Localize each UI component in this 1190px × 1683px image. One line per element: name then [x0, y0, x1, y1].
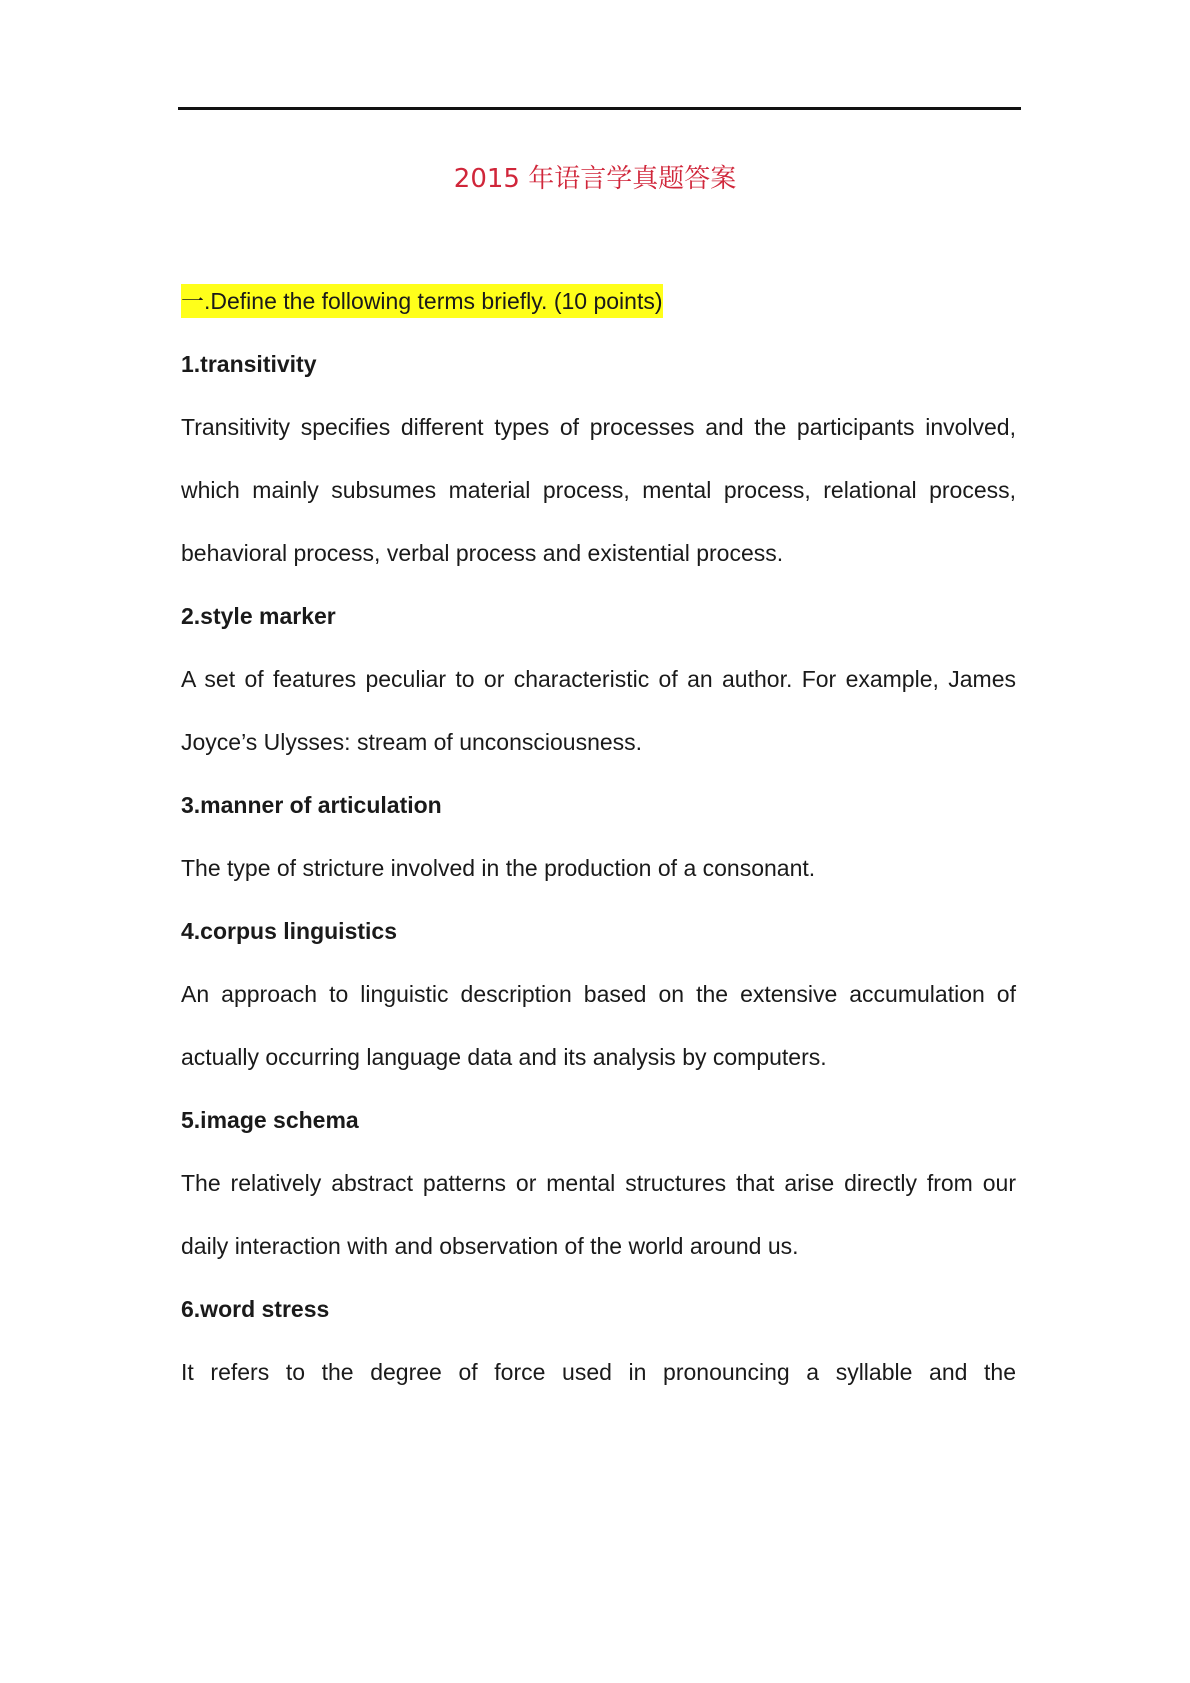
- term-heading: 6.word stress: [181, 1296, 330, 1322]
- term-definition: It refers to the degree of force used in pronouncing a syllable and the: [181, 1359, 1016, 1385]
- term-definition: The type of stricture involved in the production of a consonant.: [181, 855, 816, 881]
- term-definition: A set of features peculiar to or characteristic of an author. For example, James Joyce’s Ulysses: stream of unconsciousness.: [181, 666, 1016, 755]
- page-title: 2015 年语言学真题答案: [453, 164, 737, 194]
- term-heading: 3.manner of articulation: [181, 792, 442, 818]
- term-heading: 2.style marker: [181, 603, 336, 629]
- term-heading: 1.transitivity: [181, 351, 317, 377]
- term-definition: An approach to linguistic description based on the extensive accumulation of actually occurring language data and its analysis by computers.: [181, 981, 1016, 1070]
- term-heading: 4.corpus linguistics: [181, 918, 397, 944]
- term-heading: 5.image schema: [181, 1107, 359, 1133]
- document-body: [181, 270, 1016, 1404]
- term-definition: Transitivity specifies different types of processes and the participants involved, which mainly subsumes material process, mental process, relational process, behavioral process, verbal process and existential process.: [181, 414, 1016, 566]
- term-definition: The relatively abstract patterns or mental structures that arise directly from our daily interaction with and observation of the world around us.: [181, 1170, 1016, 1259]
- section-heading: 一.Define the following terms briefly. (10 points): [181, 284, 663, 318]
- header-rule: [178, 107, 1021, 110]
